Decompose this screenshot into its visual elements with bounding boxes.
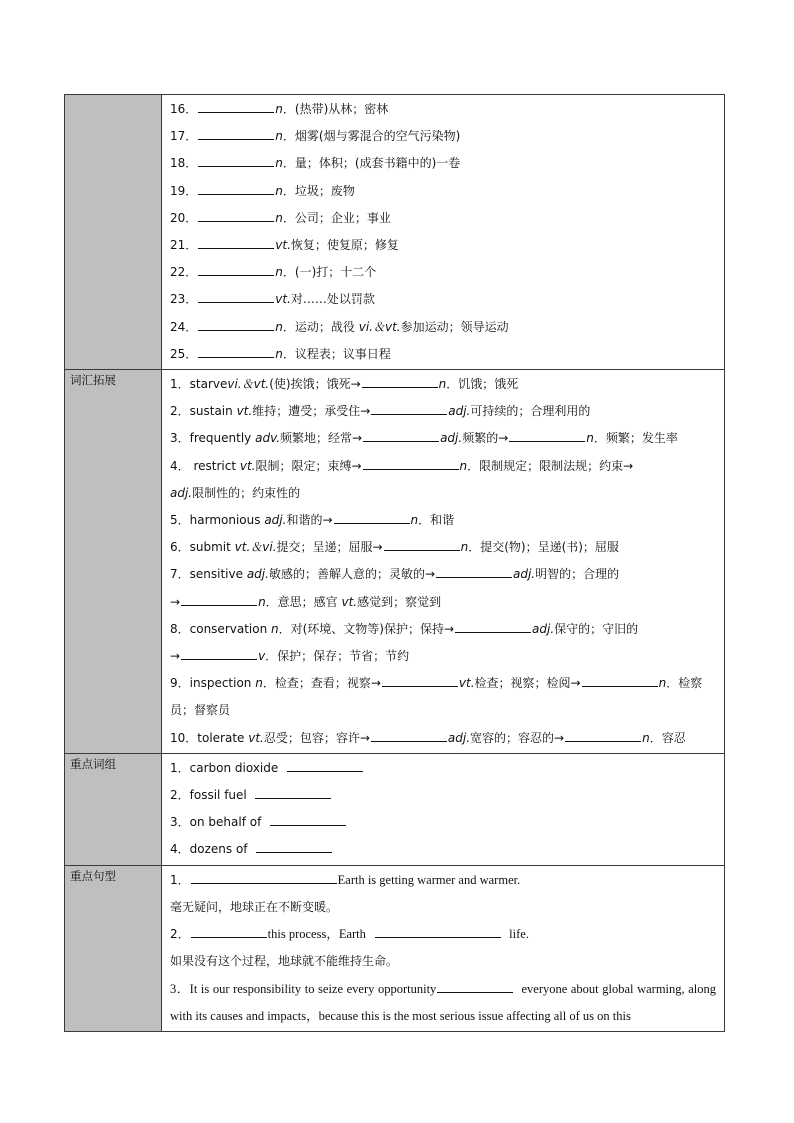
expansion-item-6: 6．submit vt.＆vi.提交；呈递；屈服→ n．提交(物)；呈递(书)；屈服 — [170, 534, 716, 561]
vocab-item-19: 19． n．垃圾；废物 — [170, 178, 716, 205]
expansion-row — [65, 370, 725, 754]
answer-blank[interactable] — [509, 428, 585, 442]
vocab-item-21: 21． vt.恢复；使复原；修复 — [170, 232, 716, 259]
phrases-list — [162, 753, 725, 865]
answer-blank[interactable] — [198, 181, 274, 195]
phrase-item-3: 3．on behalf of — [170, 809, 716, 836]
answer-blank[interactable] — [198, 153, 274, 167]
phrase-item-1: 1．carbon dioxide — [170, 755, 716, 782]
answer-blank[interactable] — [198, 262, 274, 276]
phrases-label: 重点词组 — [65, 753, 162, 865]
answer-blank[interactable] — [382, 673, 458, 687]
expansion-item-9: 9．inspection n．检查；查看；视察→ vt.检查；视察；检阅→ n．检察员；督察员 — [170, 670, 716, 724]
vocab-list — [162, 95, 725, 370]
answer-blank[interactable] — [198, 99, 274, 113]
answer-blank[interactable] — [362, 374, 438, 388]
vocab-item-20: 20． n．公司；企业；事业 — [170, 205, 716, 232]
answer-blank[interactable] — [371, 401, 447, 415]
answer-blank[interactable] — [198, 317, 274, 331]
answer-blank[interactable] — [198, 208, 274, 222]
expansion-list — [162, 370, 725, 754]
expansion-item-5: 5．harmonious adj.和谐的→ n．和谐 — [170, 507, 716, 534]
answer-blank[interactable] — [363, 428, 439, 442]
expansion-item-4-cont: adj.限制性的；约束性的 — [170, 485, 301, 500]
vocab-item-23: 23． vt.对……处以罚款 — [170, 286, 716, 313]
answer-blank[interactable] — [191, 924, 267, 938]
phrases-row — [65, 753, 725, 865]
answer-blank[interactable] — [371, 728, 447, 742]
sentences-row — [65, 865, 725, 1031]
expansion-item-7: 7．sensitive adj.敏感的；善解人意的；灵敏的→ adj.明智的；合理的 — [170, 561, 716, 588]
answer-blank[interactable] — [198, 289, 274, 303]
vocab-item-25: 25． n．议程表；议事日程 — [170, 341, 716, 368]
answer-blank[interactable] — [334, 510, 410, 524]
vocab-item-22: 22． n．(一)打；十二个 — [170, 259, 716, 286]
expansion-item-1: 1．starvevi.＆vt.(使)挨饿；饿死→ n．饥饿；饿死 — [170, 371, 716, 398]
expansion-label: 词汇拓展 — [65, 370, 162, 754]
answer-blank[interactable] — [437, 979, 513, 993]
answer-blank[interactable] — [375, 924, 501, 938]
sentence-1-en: 1． Earth is getting warmer and warmer. — [170, 867, 716, 894]
vocab-item-18: 18． n．量；体积；(成套书籍中的)一卷 — [170, 150, 716, 177]
answer-blank[interactable] — [198, 235, 274, 249]
sentence-2-en: 2． this process，Earth life. — [170, 921, 716, 948]
vocab-row — [65, 95, 725, 370]
answer-blank[interactable] — [181, 646, 257, 660]
answer-blank[interactable] — [270, 812, 346, 826]
answer-blank[interactable] — [363, 456, 459, 470]
answer-blank[interactable] — [198, 344, 274, 358]
worksheet-table — [64, 94, 725, 1032]
expansion-item-3: 3．frequently adv.频繁地；经常→ adj.频繁的→ n．频繁；发生率 — [170, 425, 716, 452]
answer-blank[interactable] — [565, 728, 641, 742]
phrase-item-2: 2．fossil fuel — [170, 782, 716, 809]
vocab-item-16: 16． n．(热带)从林；密林 — [170, 96, 716, 123]
vocab-label-cell — [65, 95, 162, 370]
vocab-item-17: 17． n．烟雾(烟与雾混合的空气污染物) — [170, 123, 716, 150]
expansion-item-2: 2．sustain vt.维持；遭受；承受住→ adj.可持续的；合理利用的 — [170, 398, 716, 425]
answer-blank[interactable] — [191, 870, 337, 884]
sentence-2-cn: 如果没有这个过程，地球就不能维持生命。 — [170, 954, 399, 969]
answer-blank[interactable] — [255, 785, 331, 799]
answer-blank[interactable] — [436, 564, 512, 578]
answer-blank[interactable] — [455, 619, 531, 633]
sentences-list — [162, 865, 725, 1031]
vocab-item-24: 24． n．运动；战役 vi.＆vt.参加运动；领导运动 — [170, 314, 716, 341]
expansion-item-7-cont: → n．意思；感官 vt.感觉到；察觉到 — [170, 589, 716, 616]
expansion-item-8-cont: → v．保护；保存；节省；节约 — [170, 643, 716, 670]
sentence-1-cn: 毫无疑问，地球正在不断变暖。 — [170, 899, 339, 914]
answer-blank[interactable] — [287, 758, 363, 772]
answer-blank[interactable] — [181, 592, 257, 606]
answer-blank[interactable] — [582, 673, 658, 687]
sentences-label: 重点句型 — [65, 865, 162, 1031]
answer-blank[interactable] — [384, 537, 460, 551]
answer-blank[interactable] — [256, 839, 332, 853]
expansion-item-8: 8．conservation n．对(环境、文物等)保护；保持→ adj.保守的；守旧的 — [170, 616, 716, 643]
phrase-item-4: 4．dozens of — [170, 836, 716, 863]
answer-blank[interactable] — [198, 126, 274, 140]
expansion-item-10: 10．tolerate vt.忍受；包容；容许→ adj.宽容的；容忍的→ n．容忍 — [170, 725, 716, 752]
expansion-item-4: 4． restrict vt.限制；限定；束缚→ n．限制规定；限制法规；约束→ — [170, 453, 716, 480]
sentence-3: 3．It is our responsibility to seize every opportunity everyone about global warming, along with its causes and impacts，because this is the most serious issue affecting all of us on this — [170, 976, 716, 1030]
